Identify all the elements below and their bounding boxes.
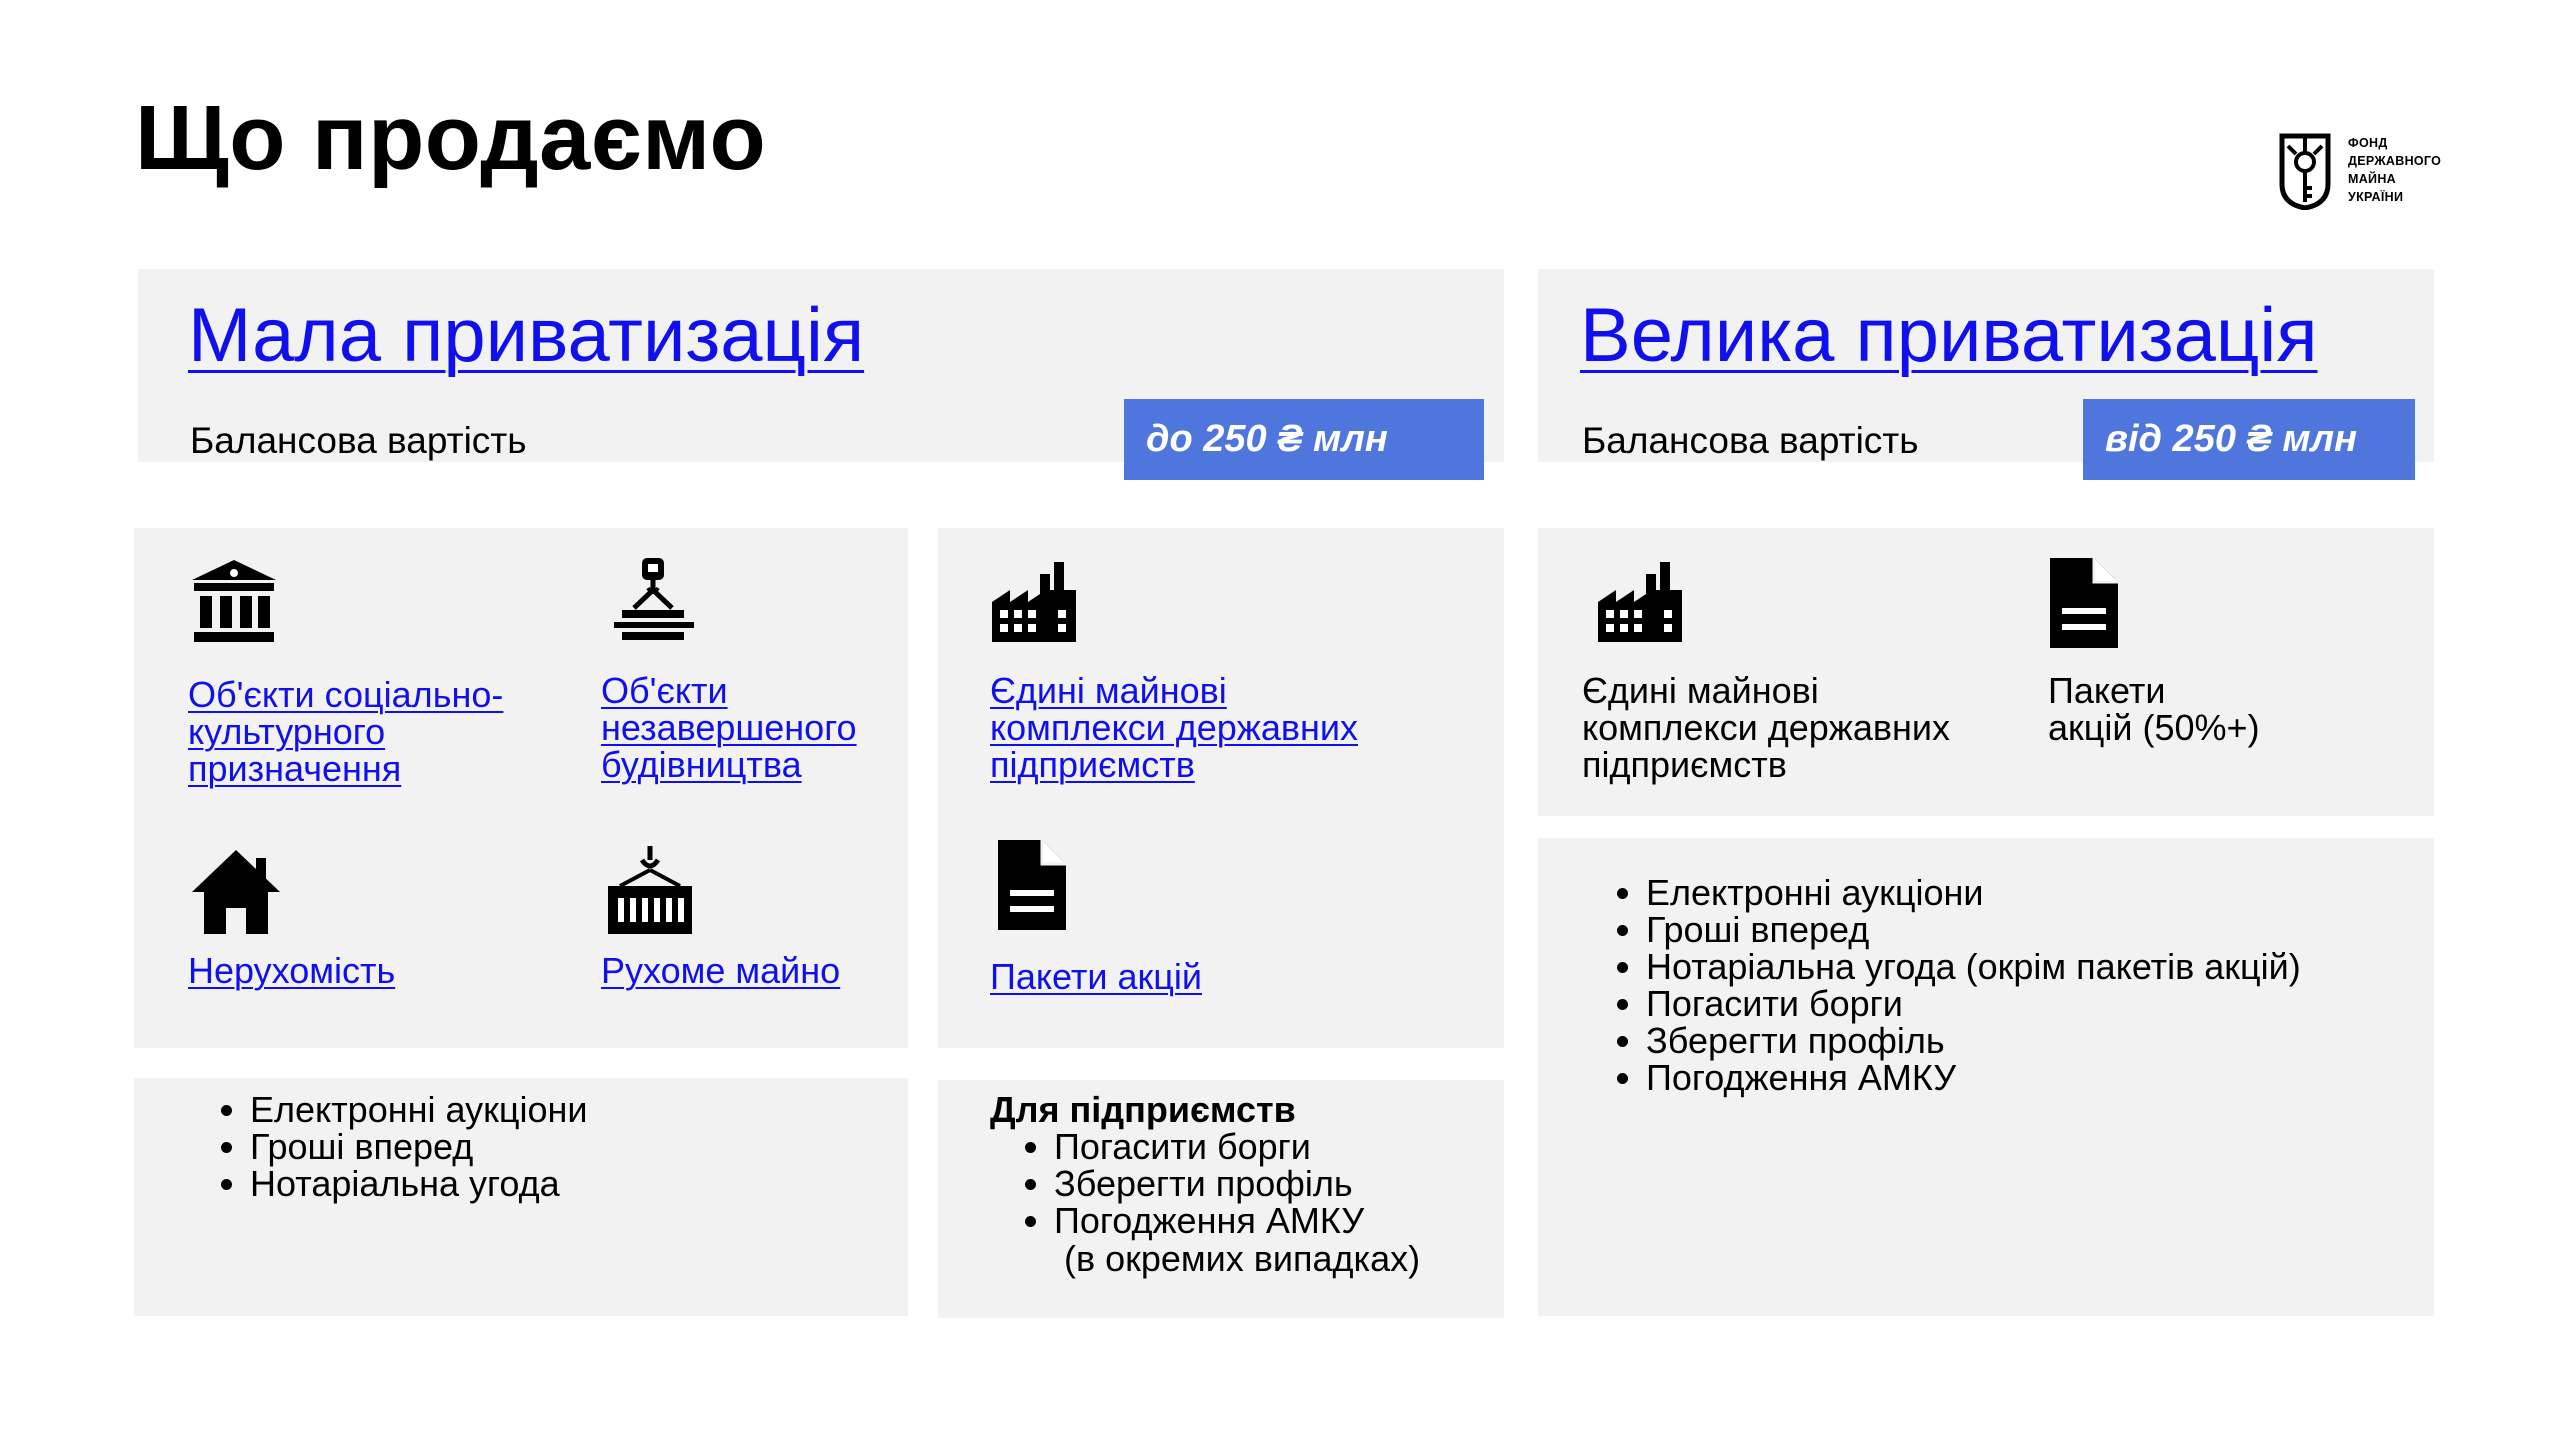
list-item: • Зберегти профіль <box>1646 1022 2414 1059</box>
item-real-estate[interactable]: Нерухомість <box>188 950 396 991</box>
fund-logo-icon <box>2278 132 2332 210</box>
large-item-shares: Пакети акцій (50%+) <box>2048 670 2260 748</box>
document-icon <box>996 838 1068 932</box>
bank-icon <box>188 556 280 648</box>
small-balance-label: Балансова вартість <box>190 420 527 461</box>
item-movable-property[interactable]: Рухоме майно <box>601 950 841 991</box>
list-item: • Погодження АМКУ <box>1054 1202 1482 1239</box>
crane-icon <box>608 556 700 648</box>
house-icon <box>188 846 284 936</box>
enterprise-terms-list <box>1022 1128 1482 1239</box>
list-item: • Погодження АМКУ <box>1646 1059 2414 1096</box>
item-shares[interactable]: Пакети акцій <box>990 956 1202 997</box>
fund-logo <box>2278 130 2448 214</box>
fund-logo-text: ФОНД ДЕРЖАВНОГО МАЙНА УКРАЇНИ <box>2348 136 2442 204</box>
list-item: • Електронні аукціони <box>250 1091 878 1128</box>
large-balance-badge: від 250 ₴ млн <box>2083 399 2415 480</box>
large-terms-list <box>1614 874 2414 1096</box>
small-terms-list <box>218 1091 878 1202</box>
list-item: • Гроші вперед <box>250 1128 878 1165</box>
large-privatization-link[interactable]: Велика приватизація <box>1580 293 2318 378</box>
large-item-state-enterprise-complexes: Єдині майнові комплекси державних підприємств <box>1582 670 1950 785</box>
list-item: • Зберегти профіль <box>1054 1165 1482 1202</box>
list-item: • Електронні аукціони <box>1646 874 2414 911</box>
container-icon <box>604 842 696 938</box>
factory-icon <box>990 558 1078 646</box>
page-title: Що продаємо <box>135 87 767 189</box>
small-balance-badge: до 250 ₴ млн <box>1124 399 1484 480</box>
factory-icon <box>1596 558 1684 646</box>
list-item: • Нотаріальна угода <box>250 1165 878 1202</box>
list-item: • Погасити борги <box>1646 985 2414 1022</box>
item-social-cultural-objects[interactable]: Об'єкти соціально- культурного призначення <box>188 674 504 789</box>
item-state-enterprise-complexes[interactable]: Єдині майнові комплекси державних підприємств <box>990 670 1358 785</box>
list-item: • Нотаріальна угода (окрім пакетів акцій) <box>1646 948 2414 985</box>
small-privatization-link[interactable]: Мала приватизація <box>188 293 865 378</box>
item-unfinished-construction[interactable]: Об'єкти незавершеного будівництва <box>601 670 857 785</box>
list-item: • Погасити борги <box>1054 1128 1482 1165</box>
document-icon <box>2048 556 2120 650</box>
list-item: • Гроші вперед <box>1646 911 2414 948</box>
large-balance-label: Балансова вартість <box>1582 420 1919 461</box>
enterprise-terms-note: (в окремих випадках) <box>1064 1238 1421 1279</box>
enterprise-terms-title: Для підприємств <box>990 1089 1296 1130</box>
